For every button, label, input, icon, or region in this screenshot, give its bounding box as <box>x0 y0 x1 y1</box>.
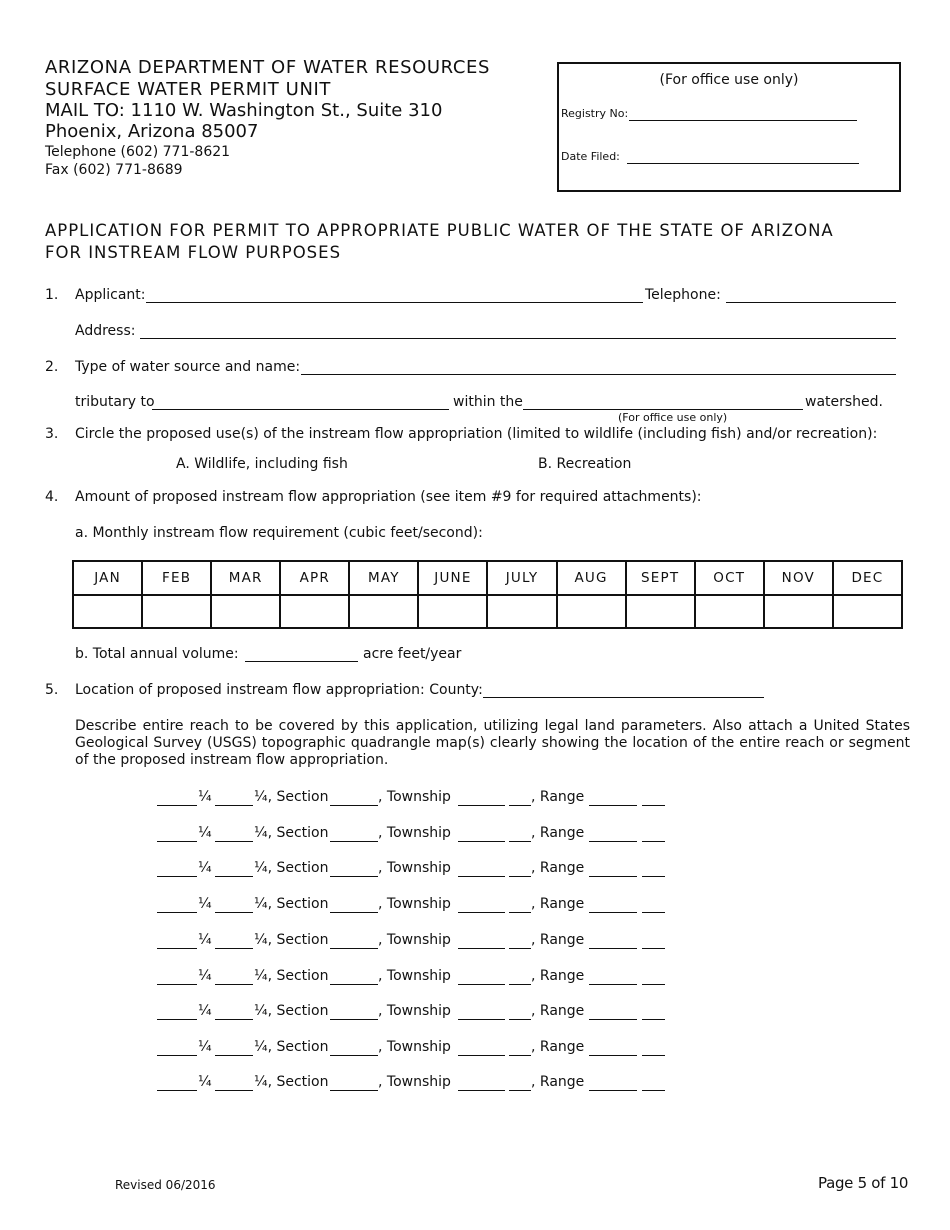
township-number-field[interactable] <box>458 984 505 985</box>
township-label: , Township <box>378 789 451 805</box>
range-label: , Range <box>531 1039 585 1055</box>
month-value-cell[interactable] <box>487 595 556 628</box>
quarter-quarter-field[interactable] <box>157 841 197 842</box>
township-number-field[interactable] <box>458 1055 505 1056</box>
range-number-field[interactable] <box>589 1090 637 1091</box>
item-2-number: 2. <box>45 359 59 375</box>
range-number-field[interactable] <box>589 948 637 949</box>
legal-description-row <box>157 932 677 952</box>
township-direction-field[interactable] <box>509 805 531 806</box>
quarter-quarter-field[interactable] <box>157 1090 197 1091</box>
telephone-number: Telephone (602) 771-8621 <box>45 144 231 160</box>
tributary-field[interactable] <box>152 409 449 410</box>
quarter-quarter-field[interactable] <box>157 948 197 949</box>
quarter-label: ¼ <box>198 789 212 805</box>
mail-to-address: MAIL TO: 1110 W. Washington St., Suite 310 <box>45 100 443 121</box>
quarter-field[interactable] <box>215 912 253 913</box>
applicant-label: Applicant: <box>75 287 146 303</box>
month-header: OCT <box>695 561 764 595</box>
section-label: ¼, Section <box>254 968 329 984</box>
month-header: NOV <box>764 561 833 595</box>
month-header: JAN <box>73 561 142 595</box>
quarter-field[interactable] <box>215 1090 253 1091</box>
quarter-quarter-field[interactable] <box>157 912 197 913</box>
month-header: JUNE <box>418 561 487 595</box>
option-recreation[interactable]: B. Recreation <box>538 456 632 472</box>
section-label: ¼, Section <box>254 1039 329 1055</box>
quarter-field[interactable] <box>215 841 253 842</box>
annual-volume-unit: acre feet/year <box>363 646 462 662</box>
month-header: AUG <box>557 561 626 595</box>
month-value-cell[interactable] <box>280 595 349 628</box>
range-label: , Range <box>531 932 585 948</box>
month-header: JULY <box>487 561 556 595</box>
township-number-field[interactable] <box>458 841 505 842</box>
township-label: , Township <box>378 932 451 948</box>
section-label: ¼, Section <box>254 932 329 948</box>
flow-amount-instructions: Amount of proposed instream flow appropriation (see item #9 for required attachments): <box>75 489 702 505</box>
fax-number: Fax (602) 771-8689 <box>45 162 183 178</box>
township-label: , Township <box>378 968 451 984</box>
legal-description-row <box>157 1039 677 1059</box>
range-direction-field[interactable] <box>642 948 665 949</box>
range-number-field[interactable] <box>589 912 637 913</box>
range-label: , Range <box>531 860 585 876</box>
township-label: , Township <box>378 1039 451 1055</box>
quarter-label: ¼ <box>198 932 212 948</box>
range-number-field[interactable] <box>589 841 637 842</box>
revised-date: Revised 06/2016 <box>115 1178 216 1192</box>
office-use-box <box>557 62 901 192</box>
township-number-field[interactable] <box>458 876 505 877</box>
section-field[interactable] <box>330 1019 378 1020</box>
quarter-field[interactable] <box>215 1019 253 1020</box>
township-direction-field[interactable] <box>509 984 531 985</box>
month-header: MAR <box>211 561 280 595</box>
section-label: ¼, Section <box>254 1074 329 1090</box>
range-number-field[interactable] <box>589 805 637 806</box>
item-5-number: 5. <box>45 682 59 698</box>
month-header: DEC <box>833 561 902 595</box>
quarter-field[interactable] <box>215 1055 253 1056</box>
form-title-line2: FOR INSTREAM FLOW PURPOSES <box>45 243 342 262</box>
township-label: , Township <box>378 1003 451 1019</box>
month-header: SEPT <box>626 561 695 595</box>
township-direction-field[interactable] <box>509 1055 531 1056</box>
unit-name: SURFACE WATER PERMIT UNIT <box>45 79 332 100</box>
month-value-cell[interactable] <box>73 595 142 628</box>
date-filed-label: Date Filed: <box>561 150 620 163</box>
township-direction-field[interactable] <box>509 1019 531 1020</box>
address-label: Address: <box>75 323 136 339</box>
month-value-cell[interactable] <box>142 595 211 628</box>
section-label: ¼, Section <box>254 1003 329 1019</box>
section-label: ¼, Section <box>254 825 329 841</box>
section-field[interactable] <box>330 841 378 842</box>
office-use-title: (For office use only) <box>659 72 799 88</box>
watershed-field[interactable] <box>523 409 803 410</box>
range-direction-field[interactable] <box>642 1055 665 1056</box>
annual-volume-label: b. Total annual volume: <box>75 646 239 662</box>
item-3-number: 3. <box>45 426 59 442</box>
range-number-field[interactable] <box>589 1055 637 1056</box>
township-label: , Township <box>378 860 451 876</box>
legal-description-row <box>157 1074 677 1094</box>
quarter-label: ¼ <box>198 860 212 876</box>
township-label: , Township <box>378 1074 451 1090</box>
range-label: , Range <box>531 1003 585 1019</box>
township-number-field[interactable] <box>458 912 505 913</box>
agency-name: ARIZONA DEPARTMENT OF WATER RESOURCES <box>45 57 491 78</box>
registry-label: Registry No: <box>561 107 629 120</box>
telephone-label: Telephone: <box>645 287 721 303</box>
township-number-field[interactable] <box>458 1090 505 1091</box>
telephone-field[interactable] <box>726 302 896 303</box>
section-field[interactable] <box>330 948 378 949</box>
township-number-field[interactable] <box>458 948 505 949</box>
option-wildlife[interactable]: A. Wildlife, including fish <box>176 456 348 472</box>
tributary-label: tributary to <box>75 394 155 410</box>
office-use-note: (For office use only) <box>618 411 728 424</box>
monthly-flow-table <box>72 560 903 629</box>
section-field[interactable] <box>330 876 378 877</box>
water-source-field[interactable] <box>301 374 896 375</box>
month-value-cell[interactable] <box>764 595 833 628</box>
range-direction-field[interactable] <box>642 912 665 913</box>
township-direction-field[interactable] <box>509 1090 531 1091</box>
range-number-field[interactable] <box>589 1019 637 1020</box>
range-direction-field[interactable] <box>642 1090 665 1091</box>
township-label: , Township <box>378 825 451 841</box>
quarter-field[interactable] <box>215 984 253 985</box>
date-filed-field[interactable] <box>627 163 859 164</box>
range-label: , Range <box>531 789 585 805</box>
month-value-cell[interactable] <box>349 595 418 628</box>
month-value-cell[interactable] <box>557 595 626 628</box>
township-direction-field[interactable] <box>509 948 531 949</box>
legal-description-row <box>157 825 677 845</box>
month-header: APR <box>280 561 349 595</box>
range-direction-field[interactable] <box>642 984 665 985</box>
county-label: Location of proposed instream flow appropriation: County: <box>75 682 483 698</box>
quarter-field[interactable] <box>215 948 253 949</box>
watershed-label: watershed. <box>805 394 884 410</box>
legal-description-row <box>157 968 677 988</box>
range-number-field[interactable] <box>589 876 637 877</box>
range-label: , Range <box>531 896 585 912</box>
quarter-quarter-field[interactable] <box>157 984 197 985</box>
section-field[interactable] <box>330 984 378 985</box>
monthly-flow-label: a. Monthly instream flow requirement (cubic feet/second): <box>75 525 483 541</box>
quarter-label: ¼ <box>198 1074 212 1090</box>
township-direction-field[interactable] <box>509 876 531 877</box>
month-value-cell[interactable] <box>418 595 487 628</box>
annual-volume-field[interactable] <box>245 661 358 662</box>
month-value-cell[interactable] <box>833 595 902 628</box>
section-field[interactable] <box>330 805 378 806</box>
month-value-cell[interactable] <box>695 595 764 628</box>
month-value-cell[interactable] <box>211 595 280 628</box>
range-direction-field[interactable] <box>642 876 665 877</box>
quarter-label: ¼ <box>198 825 212 841</box>
section-label: ¼, Section <box>254 860 329 876</box>
township-number-field[interactable] <box>458 1019 505 1020</box>
applicant-field[interactable] <box>146 302 643 303</box>
form-title-line1: APPLICATION FOR PERMIT TO APPROPRIATE PUBLIC WATER OF THE STATE OF ARIZONA <box>45 221 834 240</box>
range-direction-field[interactable] <box>642 1019 665 1020</box>
within-label: within the <box>453 394 523 410</box>
address-field[interactable] <box>140 338 896 339</box>
range-label: , Range <box>531 968 585 984</box>
township-direction-field[interactable] <box>509 841 531 842</box>
range-label: , Range <box>531 825 585 841</box>
section-field[interactable] <box>330 1090 378 1091</box>
page-number: Page 5 of 10 <box>818 1174 909 1192</box>
quarter-label: ¼ <box>198 1003 212 1019</box>
month-value-row <box>73 595 902 628</box>
quarter-field[interactable] <box>215 805 253 806</box>
township-number-field[interactable] <box>458 805 505 806</box>
registry-field[interactable] <box>629 120 857 121</box>
legal-description-row <box>157 1003 677 1023</box>
reach-description: Describe entire reach to be covered by this application, utilizing legal land parameters. Also attach a United States Geological Survey (USGS) topographic quadrangle map(s) clearly showing the location of the entire reach or segment of the proposed instream flow appropriation. <box>75 718 910 768</box>
section-label: ¼, Section <box>254 896 329 912</box>
month-header-row <box>73 561 902 595</box>
quarter-label: ¼ <box>198 1039 212 1055</box>
township-label: , Township <box>378 896 451 912</box>
month-value-cell[interactable] <box>626 595 695 628</box>
legal-description-row <box>157 896 677 916</box>
proposed-use-instructions: Circle the proposed use(s) of the instream flow appropriation (limited to wildlife (including fish) and/or recreation): <box>75 426 878 442</box>
water-source-label: Type of water source and name: <box>75 359 301 375</box>
quarter-label: ¼ <box>198 896 212 912</box>
quarter-quarter-field[interactable] <box>157 1019 197 1020</box>
city-state: Phoenix, Arizona 85007 <box>45 121 259 142</box>
township-direction-field[interactable] <box>509 912 531 913</box>
month-header: MAY <box>349 561 418 595</box>
quarter-quarter-field[interactable] <box>157 805 197 806</box>
quarter-quarter-field[interactable] <box>157 876 197 877</box>
quarter-field[interactable] <box>215 876 253 877</box>
section-field[interactable] <box>330 1055 378 1056</box>
legal-description-row <box>157 860 677 880</box>
month-header: FEB <box>142 561 211 595</box>
item-4-number: 4. <box>45 489 59 505</box>
range-label: , Range <box>531 1074 585 1090</box>
legal-description-row <box>157 789 677 809</box>
quarter-quarter-field[interactable] <box>157 1055 197 1056</box>
county-field[interactable] <box>483 697 764 698</box>
section-label: ¼, Section <box>254 789 329 805</box>
quarter-label: ¼ <box>198 968 212 984</box>
item-1-number: 1. <box>45 287 59 303</box>
range-direction-field[interactable] <box>642 841 665 842</box>
section-field[interactable] <box>330 912 378 913</box>
range-number-field[interactable] <box>589 984 637 985</box>
range-direction-field[interactable] <box>642 805 665 806</box>
